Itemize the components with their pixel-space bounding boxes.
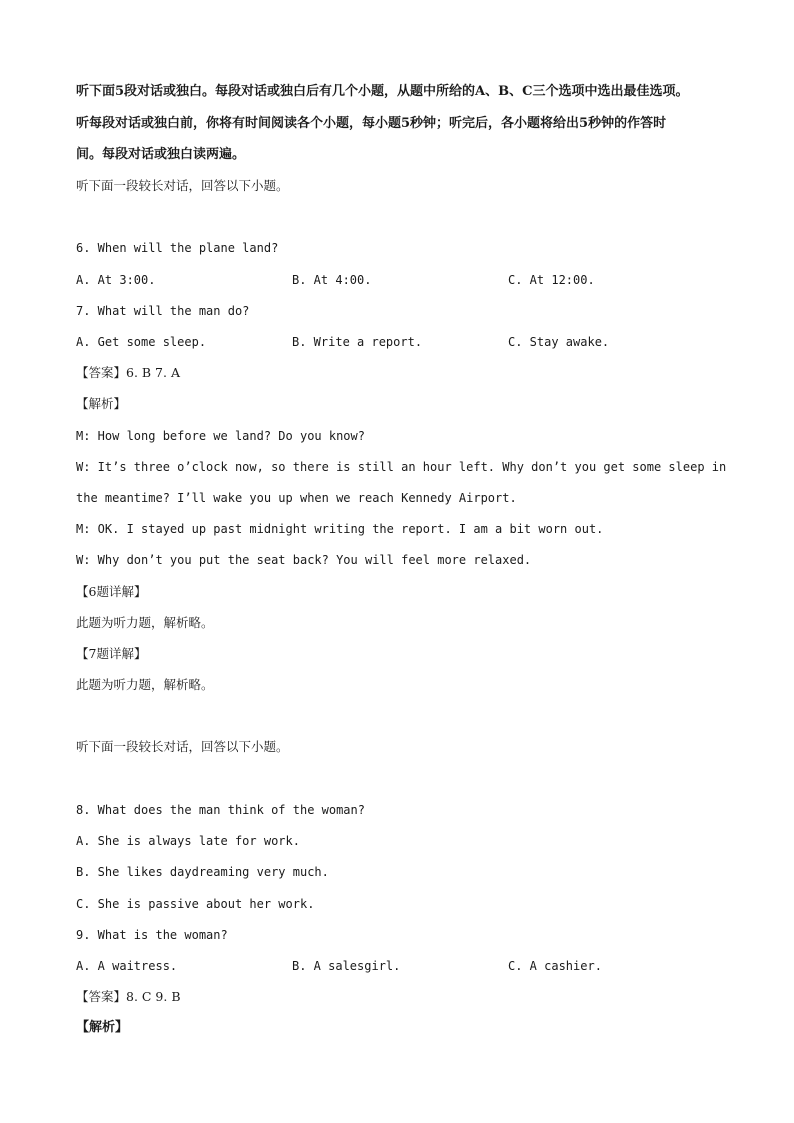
q6-option-b: B. At 4:00. [292,273,372,287]
q9-option-c: C. A cashier. [508,959,602,973]
q6-option-c: C. At 12:00. [508,273,595,287]
section1-intro: 听下面一段较长对话，回答以下小题。 [76,178,289,193]
question-6: 6. When will the plane land? [76,241,279,255]
q7-option-b: B. Write a report. [292,335,423,349]
detail-6-label: 【6题详解】 [76,584,147,599]
detail-7-label: 【7题详解】 [76,646,147,661]
instructions-line-3: 间。每段对话或独白读两遍。 [76,147,246,162]
q7-option-c: C. Stay awake. [508,335,610,349]
question-7: 7. What will the man do? [76,304,250,318]
instructions-line-2: 听每段对话或独白前，你将有时间阅读各个小题，每小题5秒钟；听完后，各小题将给出5秒钟的作答时 [76,116,667,131]
section1-answer: 【答案】6. B 7. A [76,365,180,380]
q9-option-a: A. A waitress. [76,959,178,973]
q6-option-a: A. At 3:00. [76,273,156,287]
transcript-line-1: M: How long before we land? Do you know? [76,429,365,443]
section2-analysis-label: 【解析】 [76,1020,129,1035]
q9-option-b: B. A salesgirl. [292,959,401,973]
transcript-line-5: W: Why don’t you put the seat back? You will feel more relaxed. [76,553,532,567]
instructions-line-1: 听下面5段对话或独白。每段对话或独白后有几个小题，从题中所给的A、B、C三个选项中选出最佳选项。 [76,84,689,99]
section1-analysis-label: 【解析】 [76,396,127,411]
q8-option-b: B. She likes daydreaming very much. [76,865,329,879]
section2-intro: 听下面一段较长对话，回答以下小题。 [76,739,289,754]
section2-answer: 【答案】8. C 9. B [76,989,181,1004]
question-8: 8. What does the man think of the woman? [76,803,365,817]
transcript-line-2: W: It’s three o’clock now, so there is still an hour left. Why don’t you get some sleep in [76,460,727,474]
q7-option-a: A. Get some sleep. [76,335,207,349]
q8-option-c: C. She is passive about her work. [76,897,315,911]
question-9: 9. What is the woman? [76,928,228,942]
transcript-line-3: the meantime? I’ll wake you up when we reach Kennedy Airport. [76,491,517,505]
detail-7-text: 此题为听力题，解析略。 [76,677,214,692]
transcript-line-4: M: OK. I stayed up past midnight writing the report. I am a bit worn out. [76,522,604,536]
detail-6-text: 此题为听力题，解析略。 [76,615,214,630]
q8-option-a: A. She is always late for work. [76,834,300,848]
